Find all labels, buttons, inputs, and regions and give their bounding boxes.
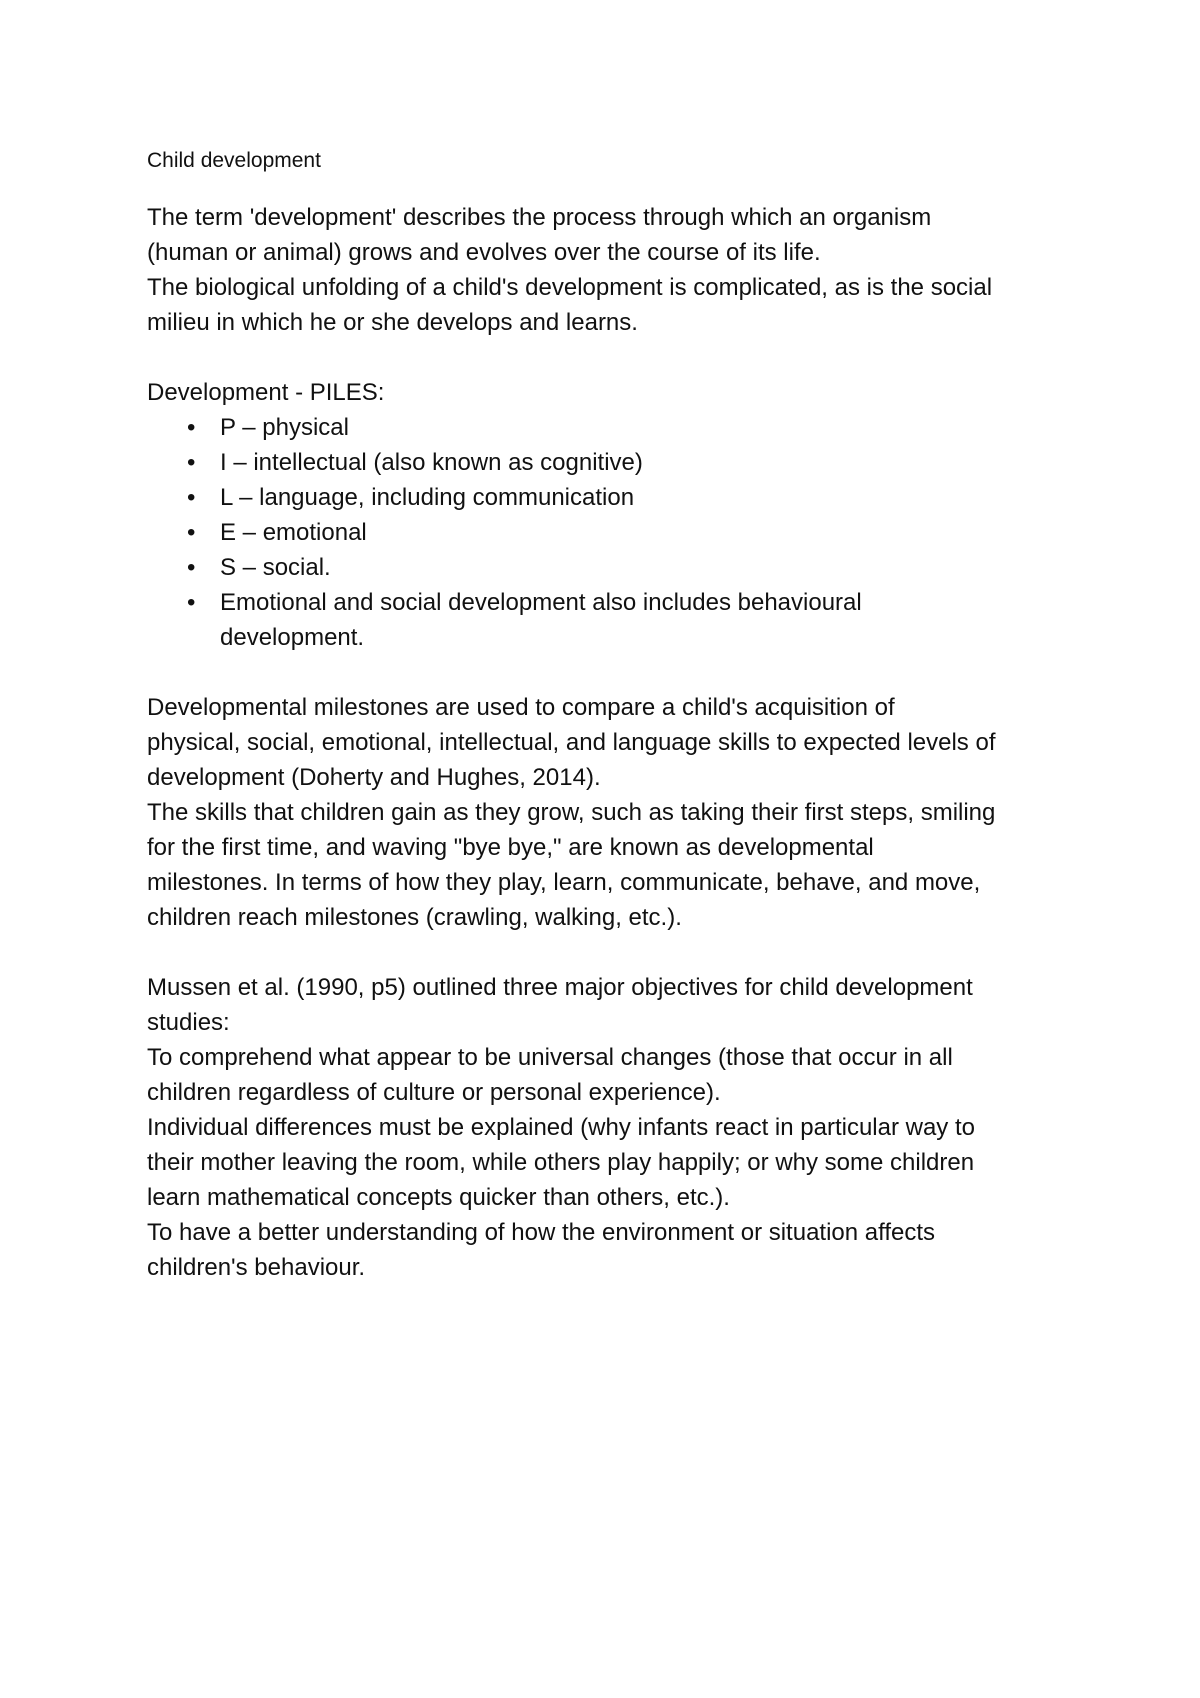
- list-item: [147, 585, 1077, 655]
- list-item: [147, 515, 1077, 550]
- list-item-text: P – physical: [220, 414, 349, 441]
- bullet-icon: •: [187, 554, 196, 581]
- milestones-section: [147, 690, 1077, 935]
- objectives-line: Mussen et al. (1990, p5) outlined three major objectives for child development: [147, 974, 973, 1001]
- bullet-icon: •: [187, 449, 196, 476]
- milestones-line: for the first time, and waving "bye bye," are known as developmental: [147, 834, 874, 861]
- objectives-line: Individual differences must be explained (why infants react in particular way to: [147, 1114, 975, 1141]
- piles-heading: Development - PILES:: [147, 379, 385, 406]
- objectives-section: [147, 970, 1077, 1285]
- objectives-line: children regardless of culture or personal experience).: [147, 1079, 721, 1106]
- bullet-icon: •: [187, 414, 196, 441]
- list-item-text: L – language, including communication: [220, 484, 635, 511]
- milestones-line: physical, social, emotional, intellectual, and language skills to expected levels of: [147, 729, 996, 756]
- document-title: Child development: [147, 149, 321, 172]
- list-item-text: development.: [220, 624, 365, 651]
- document-body: [147, 145, 1077, 1285]
- piles-list: [147, 410, 1077, 655]
- milestones-line: The skills that children gain as they grow, such as taking their first steps, smiling: [147, 799, 996, 826]
- objectives-line: To comprehend what appear to be universal changes (those that occur in all: [147, 1044, 953, 1071]
- list-item-text: I – intellectual (also known as cognitive): [220, 449, 643, 476]
- bullet-icon: •: [187, 589, 196, 616]
- intro-line: milieu in which he or she develops and learns.: [147, 309, 638, 336]
- bullet-icon: •: [187, 484, 196, 511]
- piles-section: [147, 375, 1077, 655]
- bullet-icon: •: [187, 519, 196, 546]
- intro-line: (human or animal) grows and evolves over the course of its life.: [147, 239, 821, 266]
- list-item-text: E – emotional: [220, 519, 367, 546]
- list-item: [147, 550, 1077, 585]
- paragraph-gap: [147, 655, 1077, 690]
- objectives-line: their mother leaving the room, while others play happily; or why some children: [147, 1149, 975, 1176]
- list-item: [147, 480, 1077, 515]
- milestones-line: Developmental milestones are used to compare a child's acquisition of: [147, 694, 895, 721]
- paragraph-gap: [147, 935, 1077, 970]
- list-item: [147, 410, 1077, 445]
- objectives-line: learn mathematical concepts quicker than others, etc.).: [147, 1184, 730, 1211]
- objectives-line: children's behaviour.: [147, 1254, 366, 1281]
- paragraph-gap: [147, 340, 1077, 375]
- list-item-text: Emotional and social development also includes behavioural: [220, 589, 862, 616]
- intro-line: The term 'development' describes the process through which an organism: [147, 204, 932, 231]
- milestones-line: milestones. In terms of how they play, learn, communicate, behave, and move,: [147, 869, 981, 896]
- intro-line: The biological unfolding of a child's development is complicated, as is the social: [147, 274, 993, 301]
- milestones-line: development (Doherty and Hughes, 2014).: [147, 764, 601, 791]
- objectives-line: To have a better understanding of how the environment or situation affects: [147, 1219, 936, 1246]
- list-item-text: S – social.: [220, 554, 331, 581]
- objectives-line: studies:: [147, 1009, 230, 1036]
- intro-section: [147, 200, 1077, 340]
- milestones-line: children reach milestones (crawling, walking, etc.).: [147, 904, 682, 931]
- list-item: [147, 445, 1077, 480]
